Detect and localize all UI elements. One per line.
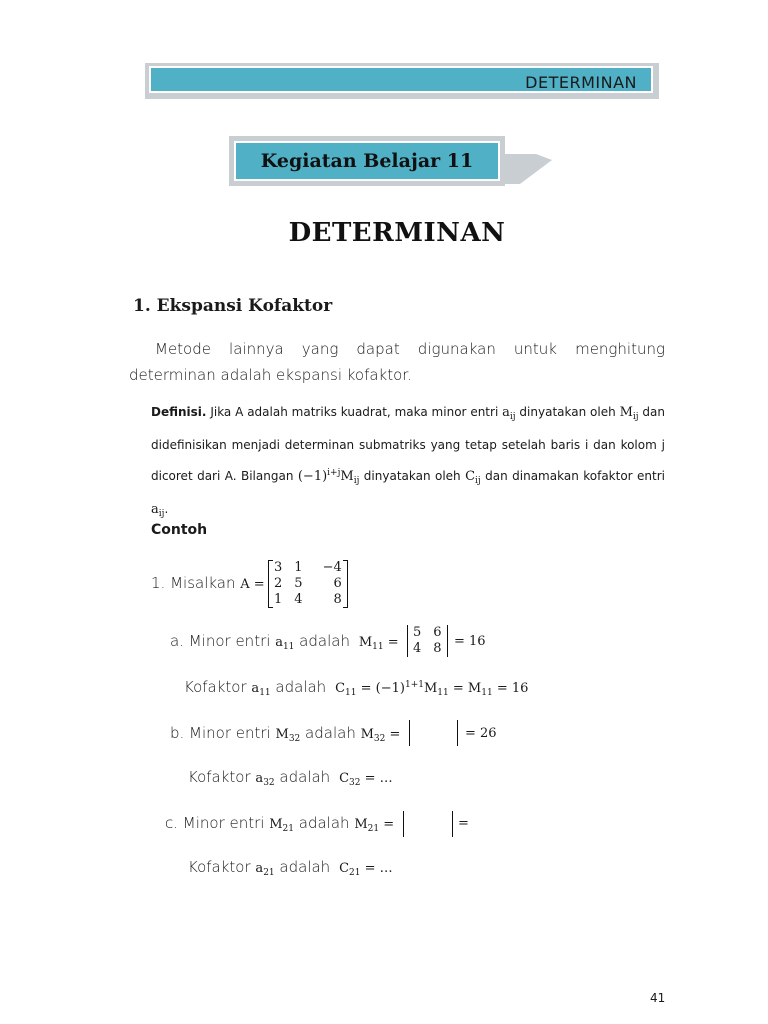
c21-expr: = … xyxy=(364,861,393,876)
example-1-line xyxy=(151,574,265,592)
definition-text-3: dan didefinisikan menjadi determinan submatriks yang tetap setelah baris i dan kolom j dicoret dari A. Bilangan xyxy=(151,405,665,483)
math-m-32: $M_{32}$ xyxy=(275,727,301,744)
adalah-text: adalah xyxy=(274,768,335,786)
math-sub-11: 11 xyxy=(481,688,493,698)
part-a-label: a. Minor entri xyxy=(170,632,276,650)
math-m21-eq: $M_{21}$ = xyxy=(354,817,395,834)
part-c-line xyxy=(165,814,394,834)
m21-result: = xyxy=(458,816,469,831)
matrix-m32-blank xyxy=(409,720,458,746)
part-b-line xyxy=(170,724,400,744)
adalah-text: adalah xyxy=(294,632,355,650)
matrix-cell: 8 xyxy=(333,592,342,607)
math-a-ij: $a_{ij}$ xyxy=(502,405,516,422)
matrix-cell: −4 xyxy=(322,560,342,575)
example-heading: Contoh xyxy=(151,522,208,538)
math-a-21: $a_{21}$ xyxy=(255,861,275,878)
definition-text-1: Jika A adalah matriks kuadrat, maka minor entri xyxy=(206,405,503,419)
cofactor-b-line xyxy=(188,768,393,788)
matrix-cell: 5 xyxy=(294,576,303,591)
math-c-ij: $C_{ij}$ xyxy=(465,469,481,486)
definition-text-5: dan dinamakan kofaktor entri xyxy=(480,469,665,483)
adalah-text: adalah xyxy=(274,858,335,876)
adalah-text: adalah xyxy=(300,724,361,742)
intro-paragraph xyxy=(129,336,665,388)
adalah-text: adalah xyxy=(270,678,331,696)
example-1-label: 1. Misalkan xyxy=(151,574,241,592)
definition-text-2: dinyatakan oleh xyxy=(515,405,620,419)
part-b-label: b. Minor entri xyxy=(170,724,276,742)
activity-label: Kegiatan Belajar 11 xyxy=(260,150,474,172)
c11-expr: = M xyxy=(452,681,482,696)
matrix-m21-blank xyxy=(403,811,453,837)
math-a-11: $a_{11}$ xyxy=(251,681,271,698)
intro-text: Metode lainnya yang dapat digunakan untuk menghitung determinan adalah ekspansi kofaktor. xyxy=(129,340,665,384)
m32-result: = 26 xyxy=(465,726,497,741)
cofactor-a-line xyxy=(184,678,528,698)
cofactor-label: Kofaktor xyxy=(188,858,256,876)
cofactor-label: Kofaktor xyxy=(188,768,256,786)
math-a-equals: A = xyxy=(240,577,265,592)
matrix-cell: 6 xyxy=(333,576,342,591)
section-heading: 1. Ekspansi Kofaktor xyxy=(133,296,333,316)
part-a-line xyxy=(170,632,399,652)
page-title: DETERMINAN xyxy=(288,218,506,248)
definition-block xyxy=(151,398,665,528)
m11-result: = 16 xyxy=(454,634,486,649)
matrix-a xyxy=(268,560,348,608)
activity-label-box xyxy=(229,136,505,186)
math-c-21: $C_{21}$ xyxy=(334,861,361,878)
math-c11-expr: $C_{11} = (-1)^{1+1}M_{11}$ xyxy=(330,680,449,698)
matrix-cell: 8 xyxy=(433,641,442,656)
adalah-text: adalah xyxy=(294,814,355,832)
matrix-m11 xyxy=(407,625,448,657)
math-c-32: $C_{32}$ xyxy=(334,771,361,788)
page-number: 41 xyxy=(650,991,666,1005)
part-c-label: c. Minor entri xyxy=(165,814,270,832)
cofactor-c-line xyxy=(188,858,393,878)
math-m-ij: $M_{ij}$ xyxy=(619,405,639,422)
math-a-ij-2: $a_{ij}$ xyxy=(151,502,165,519)
matrix-cell: 1 xyxy=(294,560,303,575)
header-banner xyxy=(145,63,659,99)
definition-text-4: dinyatakan oleh xyxy=(359,469,466,483)
math-a-32: $a_{32}$ xyxy=(255,771,275,788)
c11-result: = 16 xyxy=(496,681,529,696)
matrix-cell: 1 xyxy=(274,592,283,607)
matrix-cell: 2 xyxy=(274,576,283,591)
math-m32-eq: $M_{32}$ = xyxy=(360,727,401,744)
matrix-cell: 4 xyxy=(413,641,422,656)
math-m-21: $M_{21}$ xyxy=(269,817,294,834)
definition-label: Definisi. xyxy=(151,405,207,419)
matrix-cell: 6 xyxy=(433,625,442,640)
math-m11-eq: $M_{11}$ = xyxy=(354,635,399,652)
math-sign-term: $(-1)^{i+j}M_{ij}$ xyxy=(297,468,360,486)
definition-text-6: . xyxy=(164,502,169,516)
c32-expr: = … xyxy=(364,771,393,786)
matrix-cell: 3 xyxy=(274,560,283,575)
header-title: DETERMINAN xyxy=(525,73,637,92)
matrix-cell: 5 xyxy=(413,625,422,640)
math-a-11: $a_{11}$ xyxy=(275,635,295,652)
cofactor-label: Kofaktor xyxy=(184,678,252,696)
matrix-cell: 4 xyxy=(294,592,303,607)
